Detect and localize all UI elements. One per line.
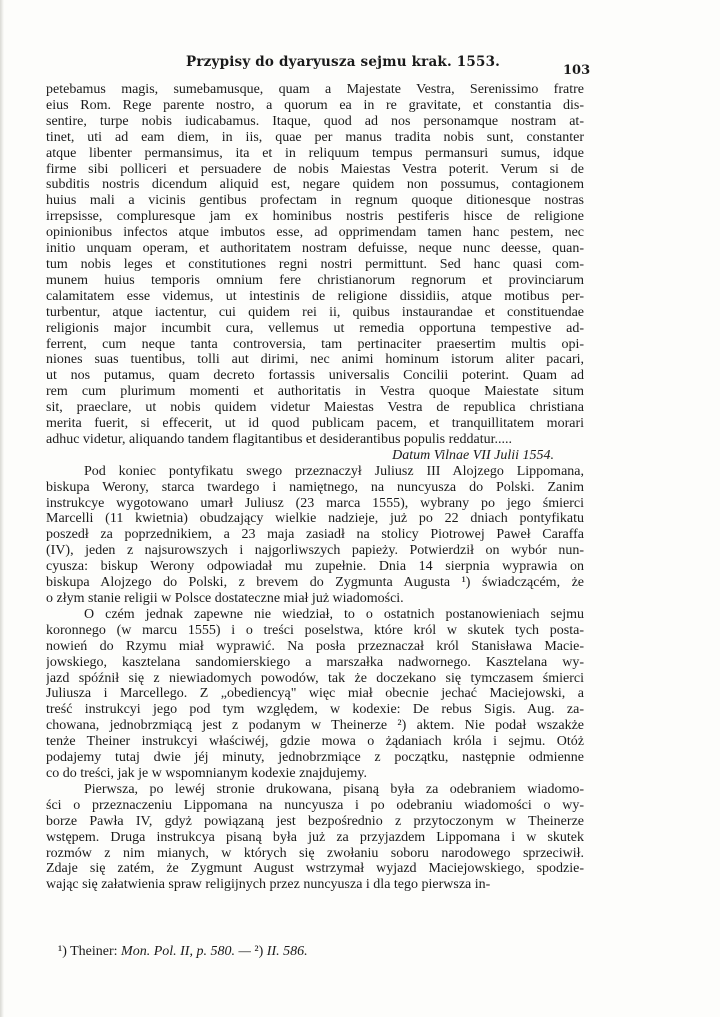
text-line: huius mali a vicinis gentibus profectam in regnum quoque ditionesque nostras	[46, 193, 584, 209]
text-line: calamitatem esse videmus, ut intestinis de religione dissidiis, atque motibus per-	[46, 288, 584, 304]
text-line: eius Rom. Rege parente nostro, a quorum ea in re gravitate, et constantia dis-	[46, 97, 584, 113]
text-line: opinionibus infectos atque imbutos esse, ad opprimendam tamen hanc pestem, nec	[46, 225, 584, 241]
footnote-1-reference: Mon. Pol. II, p. 580. —	[121, 944, 251, 959]
text-line: ferrent, cum neque tanta controversia, tam pertinaciter praesertim multis opi-	[46, 336, 584, 352]
page-spine-shadow	[0, 0, 4, 1017]
text-line: religionis major incumbit cura, vellemus ut remedia opportuna tempestive ad-	[46, 320, 584, 336]
text-line: Juliusza i Marcellego. Z „obediencyą" więc miał obecnie jechać Maciejowski, a	[46, 686, 584, 702]
text-line: irrepsisse, compluresque jam ex hominibus nostris pestiferis hisce de religione	[46, 209, 584, 225]
text-line: ści o przeznaczeniu Lippomana na nuncyusza i po odebraniu wiadomości o wy-	[46, 797, 584, 813]
text-line: adhuc videtur, aliquando tandem flagitantibus et desiderantibus populis reddatur.....	[46, 431, 512, 447]
text-line: tum nobis leges et constitutiones regni nostri permittunt. Sed hanc quasi com-	[46, 256, 584, 272]
text-line: rem cum plurimum momenti et authoritatis in Vestra quoque Maiestate situm	[46, 384, 584, 400]
text-line: chowana, jednobrzmiącą jest z podanym w Theinerze ²) aktem. Nie podał wszakże	[46, 718, 584, 734]
text-line: tinet, uti ad eam diem, in iis, quae per manus tradita nobis sunt, constanter	[46, 129, 584, 145]
text-line: munem huius temporis omnium fere christianorum regnorum et provinciarum	[46, 272, 584, 288]
text-line: jazd spóźnił się z niewiadomych powodów, tak że doczekano się tymczasem śmierci	[46, 670, 584, 686]
text-line: atque libenter permansimus, ita et in reliquum tempus permansuri sumus, idque	[46, 145, 584, 161]
text-line: Pierwsza, po lewéj stronie drukowana, pisaną była za odebraniem wiadomo-	[84, 781, 584, 797]
text-line: sit, praeclare, ut nobis quidem videtur Maiestas Vestra de republica christiana	[46, 400, 584, 416]
text-line: instrukcye wygotowano umarł Juliusz (23 marca 1555), wybrany po jego śmierci	[46, 495, 584, 511]
text-line: biskupa Werony, starca twardego i namiętnego, na nuncyusza do Polski. Zanim	[46, 479, 584, 495]
text-line: tenże Theiner instrukcyi właściwéj, gdzie mowa o żądaniach króla i sejmu. Otóż	[46, 734, 584, 750]
text-line: treść instrukcyi jego pod tym względem, w kodexie: De rebus Sigis. Aug. za-	[46, 702, 584, 718]
running-title: Przypisy do dyaryusza sejmu krak. 1553.	[186, 54, 501, 70]
text-line: o złym stanie religii w Polsce dostateczne miał już wiadomości.	[46, 591, 404, 606]
text-line: niones suas tuentibus, tolli aut dirimi, nec animi hominum istorum aliter pacari,	[46, 352, 584, 368]
text-line: cyusza: biskup Werony odpowiadał mu zupełnie. Dnia 14 sierpnia wyprawia on	[46, 559, 584, 575]
dateline: Datum Vilnae VII Julii 1554.	[392, 447, 554, 463]
text-line: koronnego (w marcu 1555) i o treści poselstwa, które król w skutek tych posta-	[46, 622, 584, 638]
footnote-marker-1: ¹)	[58, 944, 67, 959]
paragraph-3	[46, 782, 584, 893]
text-line: O czém jednak zapewne nie wiedział, to o ostatnich postanowieniach sejmu	[84, 606, 584, 622]
text-line: merita fuerit, si effecerit, ut id quod publicam pacem, et tranquillitatem morari	[46, 416, 584, 432]
text-line: firme sibi polliceri et persuadere de nobis Maiestas Vestra poterit. Verum si de	[46, 161, 584, 177]
latin-quotation	[46, 82, 584, 448]
text-line: poszedł za poprzednikiem, a 23 maja zasiadł na stolicy Piotrowej Paweł Caraffa	[46, 527, 584, 543]
text-line: wając się załatwienia spraw religijnych przez nuncyusza i dla tego pierwsza in-	[46, 877, 491, 893]
text-line: sentire, turpe nobis iudicabamus. Itaque, quod ad nos personamque nostram at-	[46, 113, 584, 129]
text-line: rozmów z nim mianych, w których się zwołaniu soboru narodowego sprzeciwił.	[46, 845, 584, 861]
text-line: turbentur, atque iactentur, cui quidem rei ii, quibus instaurandae et constituendae	[46, 304, 584, 320]
text-line: biskupa Alojzego do Polski, z brevem do Zygmunta Augusta ¹) świadczącém, że	[46, 575, 584, 591]
footnotes	[58, 944, 308, 960]
paragraph-1	[46, 464, 584, 607]
text-line: Marcelli (11 kwietnia) obudzający wielkie nadzieje, już po 22 dniach pontyfikatu	[46, 511, 584, 527]
body-text	[46, 82, 584, 893]
text-line: Zdaje się zatém, że Zygmunt August wstrzymał wyjazd Maciejowskiego, spodzie-	[46, 861, 584, 877]
paragraph-2	[46, 607, 584, 782]
text-line: podajemy tutaj dwie jéj minuty, jednobrzmiące z początku, następnie odmienne	[46, 750, 584, 766]
text-line: nowień do Rzymu miał wyprawić. Na posła przeznaczał król Stanisława Macie-	[46, 638, 584, 654]
footnote-1-source: Theiner:	[70, 944, 118, 959]
text-line: ut nos putamus, quam decreto fortassis universalis Concilii poterint. Quam ad	[46, 368, 584, 384]
text-line: (IV), jeden z najsurowszych i najgorliwszych papieży. Potwierdził on wybór nun-	[46, 543, 584, 559]
text-line: wstępem. Druga instrukcya pisaną była już za przyjazdem Lippomana i w skutek	[46, 829, 584, 845]
text-line: co do treści, jak je w wspomnianym kodexie znajdujemy.	[46, 765, 368, 781]
text-line: subditis nostris dicendum aliquid est, negare quidem non possumus, contagionem	[46, 177, 584, 193]
footnote-2-reference: II. 586.	[266, 944, 308, 959]
text-line: petebamus magis, sumebamusque, quam a Majestate Vestra, Serenissimo fratre	[46, 82, 584, 97]
text-line: Pod koniec pontyfikatu swego przeznaczył Juliusz III Alojzego Lippomana,	[84, 463, 584, 479]
text-line: borze Pawła IV, gdyż powiązaną jest bezpośrednio z przytoczonym w Theinerze	[46, 813, 584, 829]
footnote-marker-2: ²)	[254, 944, 264, 959]
text-line: jowskiego, kasztelana sandomierskiego a marszałka nadwornego. Kasztelana wy-	[46, 654, 584, 670]
text-line: initio unquam operam, et authoritatem nostram defuisse, neque nunc deesse, quan-	[46, 241, 584, 257]
page-number: 103	[563, 63, 591, 78]
